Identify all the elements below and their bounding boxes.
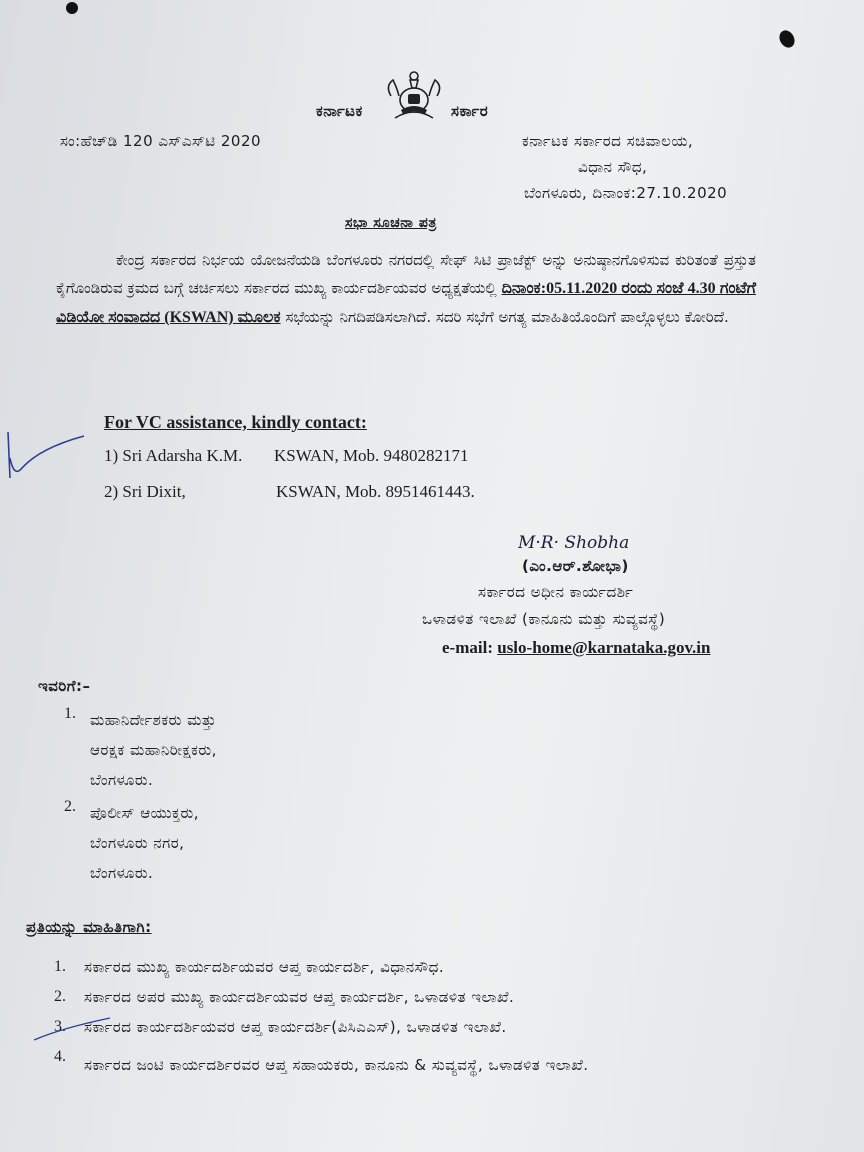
email-link[interactable]: uslo-home@karnataka.gov.in [497,638,711,657]
signatory-name: (ಎಂ.ಆರ್.ಶೋಭಾ) [522,557,629,575]
handwritten-signature [518,528,668,558]
vc-contact-2 [104,482,186,502]
punch-hole-mark [776,28,797,51]
document-title: ಸಭಾ ಸೂಚನಾ ಪತ್ರ [345,215,437,231]
vc-heading: For VC assistance, kindly contact: [104,412,367,432]
addressee-number: 1. [64,705,76,722]
email-label: e-mail: [442,638,493,657]
addressee-item-2 [90,798,199,888]
pen-mark-icon [0,428,90,488]
addressee-line: ಬೆಂಗಳೂರು ನಗರ, [90,834,185,852]
copy-number: 3. [54,1018,66,1035]
copy-number: 4. [54,1048,66,1065]
state-emblem-icon [381,66,447,122]
contact-name: Sri Adarsha K.M. [122,446,243,465]
copy-label: ಪ್ರತಿಯನ್ನು ಮಾಹಿತಿಗಾಗಿ: [26,918,152,936]
body-paragraph [56,246,756,332]
contact-detail-1: KSWAN, Mob. 9480282171 [274,446,469,465]
addressee-line: ಬೆಂಗಳೂರು. [90,771,154,789]
copy-item-1: ಸರ್ಕಾರದ ಮುಖ್ಯ ಕಾರ್ಯದರ್ಶಿಯವರ ಆಪ್ತ ಕಾರ್ಯದರ್ಶಿ, ವಿಧಾನಸೌಧ. [84,958,445,976]
signatory-designation: ಸರ್ಕಾರದ ಅಧೀನ ಕಾರ್ಯದರ್ಶಿ [478,583,634,601]
contact-number: 1) [104,446,119,465]
signature-text: M·R· Shobha [518,533,630,553]
addressee-line: ಬೆಂಗಳೂರು. [90,864,154,882]
office-address-line2: ವಿಧಾನ ಸೌಧ, [578,158,648,176]
copy-number: 2. [54,988,66,1005]
contact-detail-2: KSWAN, Mob. 8951461443. [276,482,475,501]
copy-item-4: ಸರ್ಕಾರದ ಜಂಟಿ ಕಾರ್ಯದರ್ಶಿರವರ ಆಪ್ತ ಸಹಾಯಕರು, ಕಾನೂನು & ಸುವ್ಯವಸ್ಥೆ, ಒಳಾಡಳಿತ ಇಲಾಖೆ. [84,1056,589,1074]
signatory-department: ಒಳಾಡಳಿತ ಇಲಾಖೆ (ಕಾನೂನು ಮತ್ತು ಸುವ್ಯವಸ್ಥೆ) [422,610,666,628]
tick-mark-icon [32,1014,112,1044]
office-date-line: ಬೆಂಗಳೂರು, ದಿನಾಂಕ:27.10.2020 [524,184,728,202]
state-name-left: ಕರ್ನಾಟಕ [316,102,363,120]
contact-name: Sri Dixit, [122,482,186,501]
copy-item-2: ಸರ್ಕಾರದ ಅಪರ ಮುಖ್ಯ ಕಾರ್ಯದರ್ಶಿಯವರ ಆಪ್ತ ಕಾರ್ಯದರ್ಶಿ, ಒಳಾಡಳಿತ ಇಲಾಖೆ. [84,988,515,1006]
contact-number: 2) [104,482,119,501]
punch-hole-mark [66,2,78,14]
body-text-part1: ಕೇಂದ್ರ ಸರ್ಕಾರದ ನಿರ್ಭಯ ಯೋಜನೆಯಡಿ ಬೆಂಗಳೂರು ನಗರದಲ್ಲಿ ಸೇಫ್ ಸಿಟಿ ಪ್ರಾಜೆಕ್ಟ್ ಅನ್ನು ಅನುಷ್ಠಾನಗೊಳಿಸುವ ಕುರಿತಂತೆ ಪ್ರಸ್ತುತ ಕೈಗೊಂಡಿರುವ ಕ್ರಮದ ಬಗ್ಗೆ ಚರ್ಚಿಸಲು ಸರ್ಕಾರದ ಮುಖ್ಯ ಕಾರ್ಯದರ್ಶಿಯವರ ಅಧ್ಯಕ್ಷತೆಯಲ್ಲಿ [56,251,756,297]
email-line [442,638,710,658]
addressee-label: ಇವರಿಗೆ:– [38,677,91,695]
copy-number: 1. [54,958,66,975]
addressee-number: 2. [64,798,76,815]
office-address-line1: ಕರ್ನಾಟಕ ಸರ್ಕಾರದ ಸಚಿವಾಲಯ, [522,132,694,150]
meeting-date-highlight: ದಿನಾಂಕ:05.11.2020 ರಂದು ಸಂಜೆ 4.30 ಗಂಟೆಗೆ ವಿಡಿಯೋ ಸಂವಾದದ (KSWAN) ಮೂಲಕ [56,280,756,326]
addressee-line: ಆರಕ್ಷಕ ಮಹಾನಿರೀಕ್ಷಕರು, [90,741,217,759]
copy-item-3: ಸರ್ಕಾರದ ಕಾರ್ಯದರ್ಶಿಯವರ ಆಪ್ತ ಕಾರ್ಯದರ್ಶಿ(ಪಿಸಿಎಎಸ್), ಒಳಾಡಳಿತ ಇಲಾಖೆ. [84,1018,507,1036]
addressee-line: ಪೊಲೀಸ್ ಆಯುಕ್ತರು, [90,804,199,822]
reference-number: ಸಂ:ಹೆಚ್‌ಡಿ 120 ಎಸ್‌ಎಸ್‌ಟಿ 2020 [60,132,262,150]
body-text-part2: ಸಭೆಯನ್ನು ನಿಗದಿಪಡಿಸಲಾಗಿದೆ. ಸದರಿ ಸಭೆಗೆ ಅಗತ್ಯ ಮಾಹಿತಿಯೊಂದಿಗೆ ಪಾಲ್ಗೊಳ್ಳಲು ಕೋರಿದೆ. [285,308,729,326]
vc-contact-1 [104,446,242,466]
addressee-item-1 [90,705,217,795]
addressee-line: ಮಹಾನಿರ್ದೇಶಕರು ಮತ್ತು [90,711,217,729]
state-name-right: ಸರ್ಕಾರ [451,102,489,120]
